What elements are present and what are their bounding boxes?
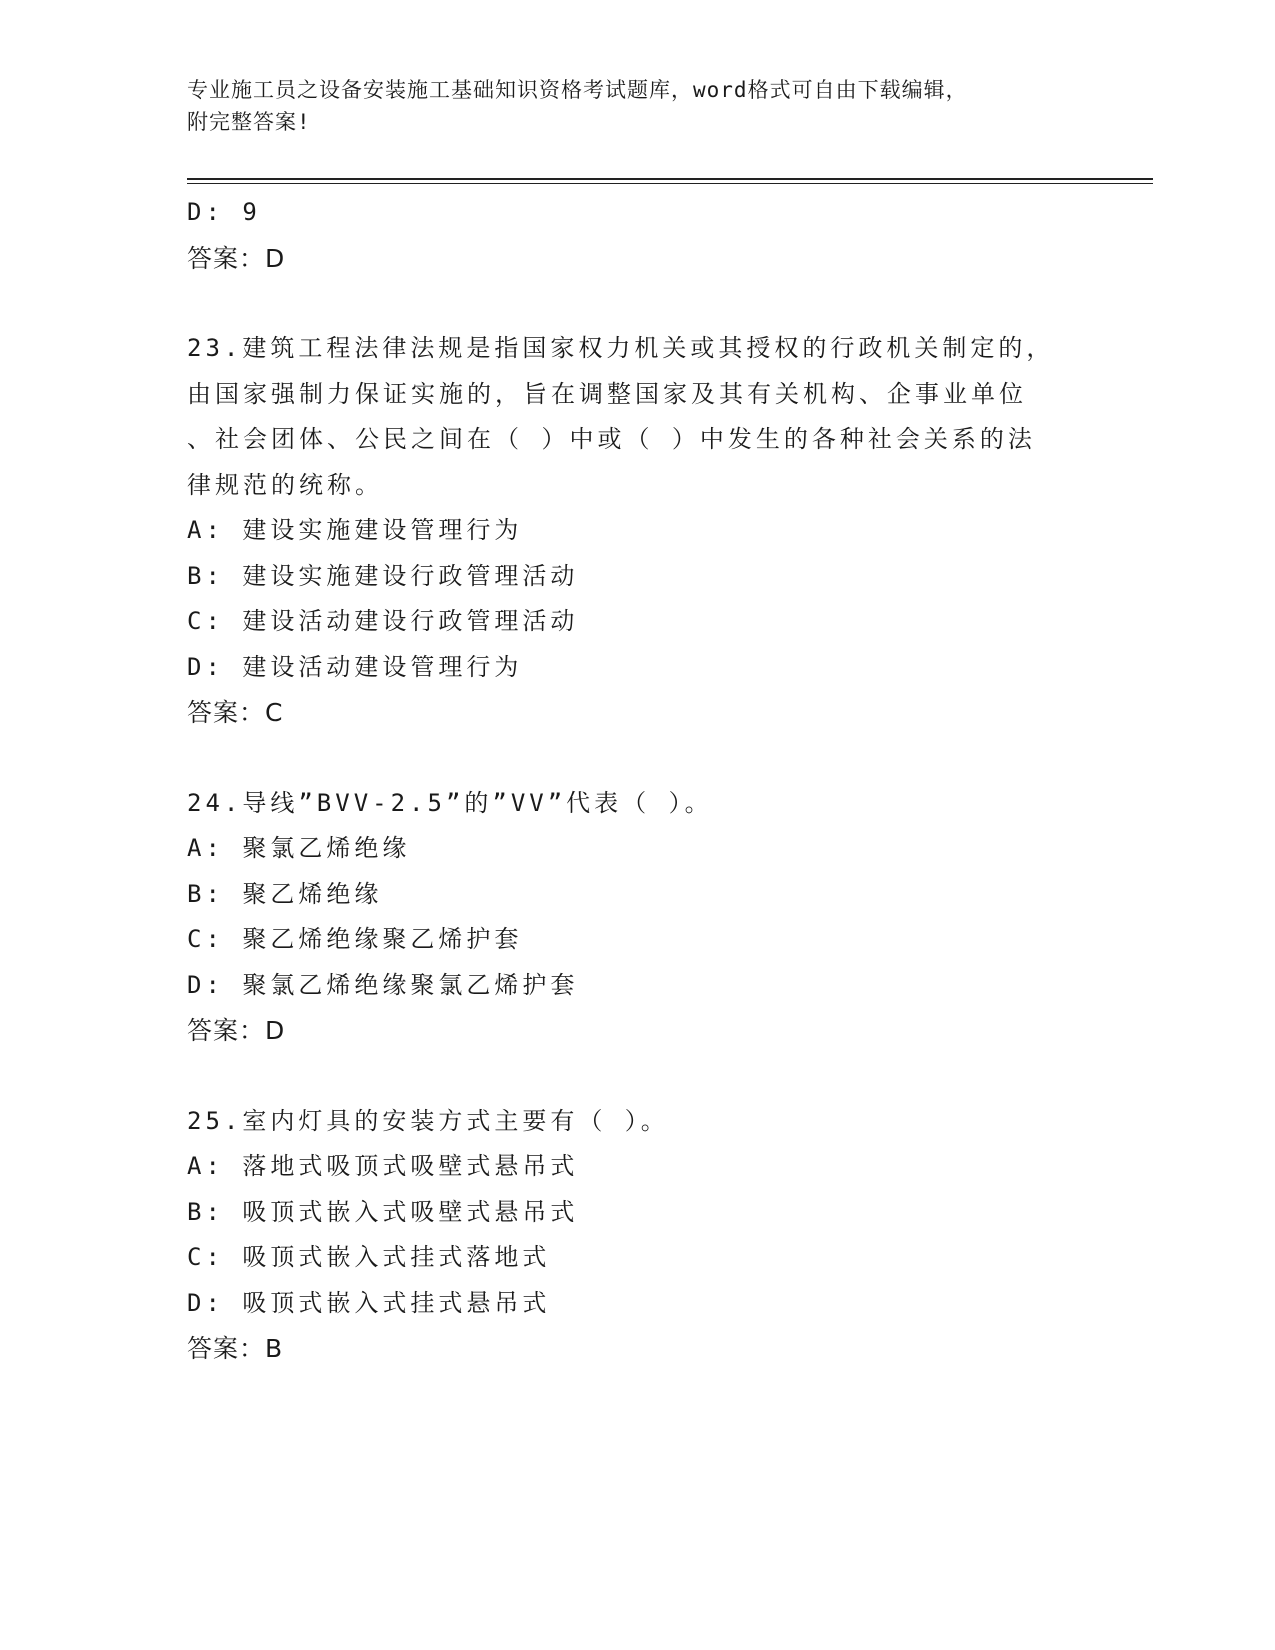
option-c: C: 聚乙烯绝缘聚乙烯护套	[187, 925, 523, 953]
option-d: D: 建设活动建设管理行为	[187, 652, 523, 681]
question-stem-line: 由国家强制力保证实施的，旨在调整国家及其有关机构、企事业单位	[187, 379, 1027, 408]
option-a: A: 建设实施建设管理行为	[187, 516, 523, 544]
option-c: C: 建设活动建设行政管理活动	[187, 607, 579, 635]
question-23	[187, 326, 1067, 736]
question-25	[187, 1099, 1067, 1372]
option-b: B: 聚乙烯绝缘	[187, 879, 383, 908]
question-24	[187, 781, 1067, 1054]
answer-label: 答案：C	[187, 698, 284, 727]
header-divider-thin	[187, 183, 1153, 184]
option-c: C: 吸顶式嵌入式挂式落地式	[187, 1243, 551, 1271]
document-body	[187, 190, 1067, 1372]
header-line-2: 附完整答案!	[187, 110, 311, 134]
question-stem-line: 23.建筑工程法律法规是指国家权力机关或其授权的行政机关制定的，	[187, 334, 1055, 362]
option-b: B: 建设实施建设行政管理活动	[187, 561, 579, 590]
option-d: D: 聚氯乙烯绝缘聚氯乙烯护套	[187, 970, 579, 999]
question-stem-line: 25.室内灯具的安装方式主要有（ ）。	[187, 1106, 669, 1135]
header-line-1: 专业施工员之设备安装施工基础知识资格考试题库，word格式可自由下载编辑，	[187, 78, 968, 102]
option-b: B: 吸顶式嵌入式吸壁式悬吊式	[187, 1197, 579, 1226]
question-stem-line: 律规范的统称。	[187, 470, 383, 499]
answer-label: 答案：B	[187, 1334, 284, 1363]
question-stem-line: 、社会团体、公民之间在（ ）中或（ ）中发生的各种社会关系的法	[187, 425, 1036, 453]
question-stem-line: 24.导线”BVV-2.5”的”VV”代表（ ）。	[187, 788, 713, 817]
answer-label: 答案：D	[187, 243, 286, 273]
option-d: D: 吸顶式嵌入式挂式悬吊式	[187, 1288, 551, 1317]
header-divider	[187, 178, 1153, 180]
option-a: A: 落地式吸顶式吸壁式悬吊式	[187, 1152, 579, 1180]
previous-question-tail	[187, 190, 1067, 281]
option-d: D: 9	[187, 198, 261, 226]
option-a: A: 聚氯乙烯绝缘	[187, 834, 411, 862]
answer-label: 答案：D	[187, 1016, 286, 1045]
document-header	[187, 74, 1067, 138]
